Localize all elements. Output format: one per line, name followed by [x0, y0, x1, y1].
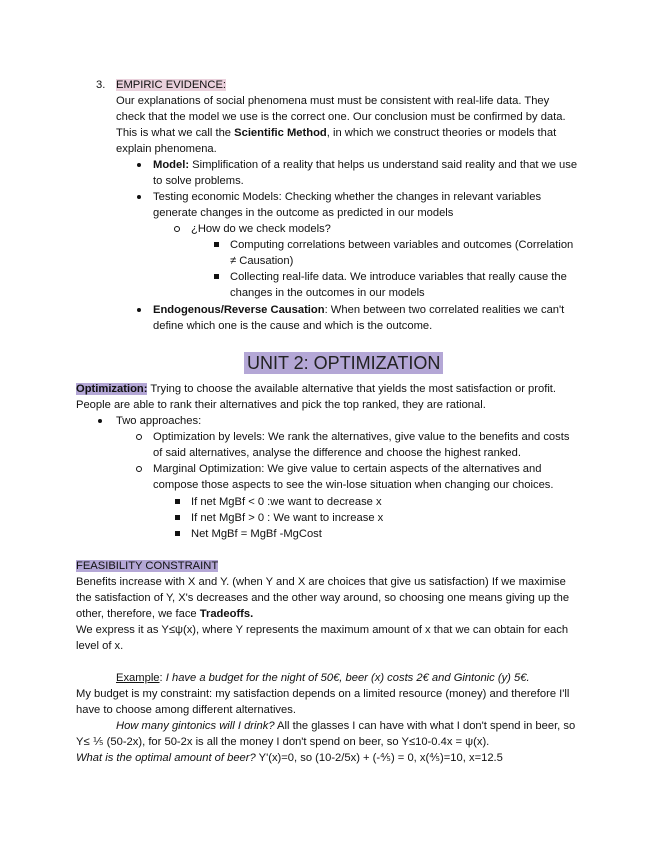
paragraph-line: level of x.	[76, 640, 124, 652]
empiric-evidence-heading: EMPIRIC EVIDENCE:	[116, 79, 227, 91]
section-heading	[116, 77, 226, 93]
list-item-continued: generate changes in the outcome as predicted in our models	[153, 207, 454, 219]
list-number: 3.	[96, 79, 106, 91]
paragraph-line: have to choose among different alternatives.	[76, 704, 296, 716]
paragraph-line	[116, 718, 575, 734]
list-item: Net MgBf = MgBf -MgCost	[191, 528, 322, 540]
paragraph-line: We express it as Y≤ψ(x), where Y represents the maximum amount of x that we can obtain for each	[76, 624, 569, 636]
list-item: Two approaches:	[116, 415, 202, 427]
text-span: :	[159, 672, 166, 684]
model-term: Model:	[153, 159, 190, 171]
list-item: If net MgBf > 0 : We want to increase x	[191, 512, 384, 524]
list-item: Marginal Optimization: We give value to certain aspects of the alternatives and	[153, 463, 542, 475]
bullet-icon	[137, 308, 141, 312]
example-line	[116, 670, 530, 686]
list-item: Computing correlations between variables and outcomes (Correlation	[230, 239, 574, 251]
list-item: Testing economic Models: Checking whether the changes in relevant variables	[153, 191, 542, 203]
scientific-method-term: Scientific Method	[234, 127, 327, 139]
paragraph-line	[116, 125, 556, 141]
list-item-continued: compose those aspects to see the win-lose situation when changing our choices.	[153, 479, 554, 491]
list-item-continued: ≠ Causation)	[230, 255, 294, 267]
square-bullet-icon	[175, 499, 180, 504]
list-item-continued: changes in the outcomes in our models	[230, 287, 425, 299]
text-span: This is what we call the	[116, 127, 235, 139]
question-text: What is the optimal amount of beer?	[76, 752, 256, 764]
optimization-term: Optimization:	[76, 383, 148, 395]
example-text: I have a budget for the night of 50€, beer (x) costs 2€ and Gintonic (y) 5€.	[165, 672, 530, 684]
list-item	[153, 302, 564, 318]
paragraph-line: My budget is my constraint: my satisfaction depends on a limited resource (money) and therefore I'll	[76, 688, 570, 700]
paragraph-line: check that the model we use is the correct one. Our conclusion must be confirmed by data.	[116, 111, 566, 123]
paragraph-line: Our explanations of social phenomena must must be consistent with real-life data. They	[116, 95, 550, 107]
paragraph-line: explain phenomena.	[116, 143, 217, 155]
list-item	[153, 157, 577, 173]
example-label: Example	[116, 672, 160, 684]
circle-bullet-icon	[174, 226, 180, 232]
bullet-icon	[137, 195, 141, 199]
list-item-continued: define which one is the cause and which is the outcome.	[153, 320, 433, 332]
list-item-continued: of said alternatives, analyse the difference and choose the highest ranked.	[153, 447, 521, 459]
text-span: Y'(x)=0, so (10-2/5x) + (-⅘) = 0, x(⅘)=10, x=12.5	[255, 752, 503, 764]
bullet-icon	[137, 163, 141, 167]
text-span: All the glasses I can have with what I don't spend in beer, so	[274, 720, 576, 732]
square-bullet-icon	[175, 531, 180, 536]
endogenous-term: Endogenous/Reverse Causation	[153, 304, 325, 316]
paragraph-line: the satisfaction of Y, X's decreases and the other way around, so choosing one means giving up the	[76, 592, 570, 604]
text-span: other, therefore, we face	[76, 608, 200, 620]
list-item: Optimization by levels: We rank the alternatives, give value to the benefits and costs	[153, 431, 570, 443]
paragraph-line: People are able to rank their alternatives and pick the top ranked, they are rational.	[76, 399, 486, 411]
list-item: Collecting real-life data. We introduce variables that really cause the	[230, 271, 567, 283]
paragraph-line	[76, 381, 556, 397]
square-bullet-icon	[175, 515, 180, 520]
paragraph-line: Y≤ ⅕ (50-2x), for 50-2x is all the money I don't spend on beer, so Y≤10-0.4x = ψ(x).	[76, 736, 490, 748]
feasibility-heading: FEASIBILITY CONSTRAINT	[76, 560, 219, 572]
square-bullet-icon	[214, 274, 219, 279]
text-span: Simplification of a reality that helps us understand said reality and that we use	[189, 159, 578, 171]
paragraph-line	[76, 606, 253, 622]
question-text: How many gintonics will I drink?	[116, 720, 275, 732]
tradeoffs-term: Tradeoffs.	[199, 608, 254, 620]
text-span: , in which we construct theories or models that	[326, 127, 557, 139]
square-bullet-icon	[214, 242, 219, 247]
unit-title: UNIT 2: OPTIMIZATION	[244, 352, 443, 374]
circle-bullet-icon	[136, 434, 142, 440]
circle-bullet-icon	[136, 466, 142, 472]
text-span: Trying to choose the available alternative that yields the most satisfaction or profit.	[147, 383, 557, 395]
paragraph-line: Benefits increase with X and Y. (when Y and X are choices that give us satisfaction) If we maximise	[76, 576, 566, 588]
text-span: : When between two correlated realities we can't	[324, 304, 565, 316]
section-heading	[76, 558, 218, 574]
list-item: If net MgBf < 0 :we want to decrease x	[191, 496, 382, 508]
paragraph-line	[76, 750, 503, 766]
bullet-icon	[98, 419, 102, 423]
list-item: ¿How do we check models?	[191, 223, 331, 235]
list-item-continued: to solve problems.	[153, 175, 244, 187]
